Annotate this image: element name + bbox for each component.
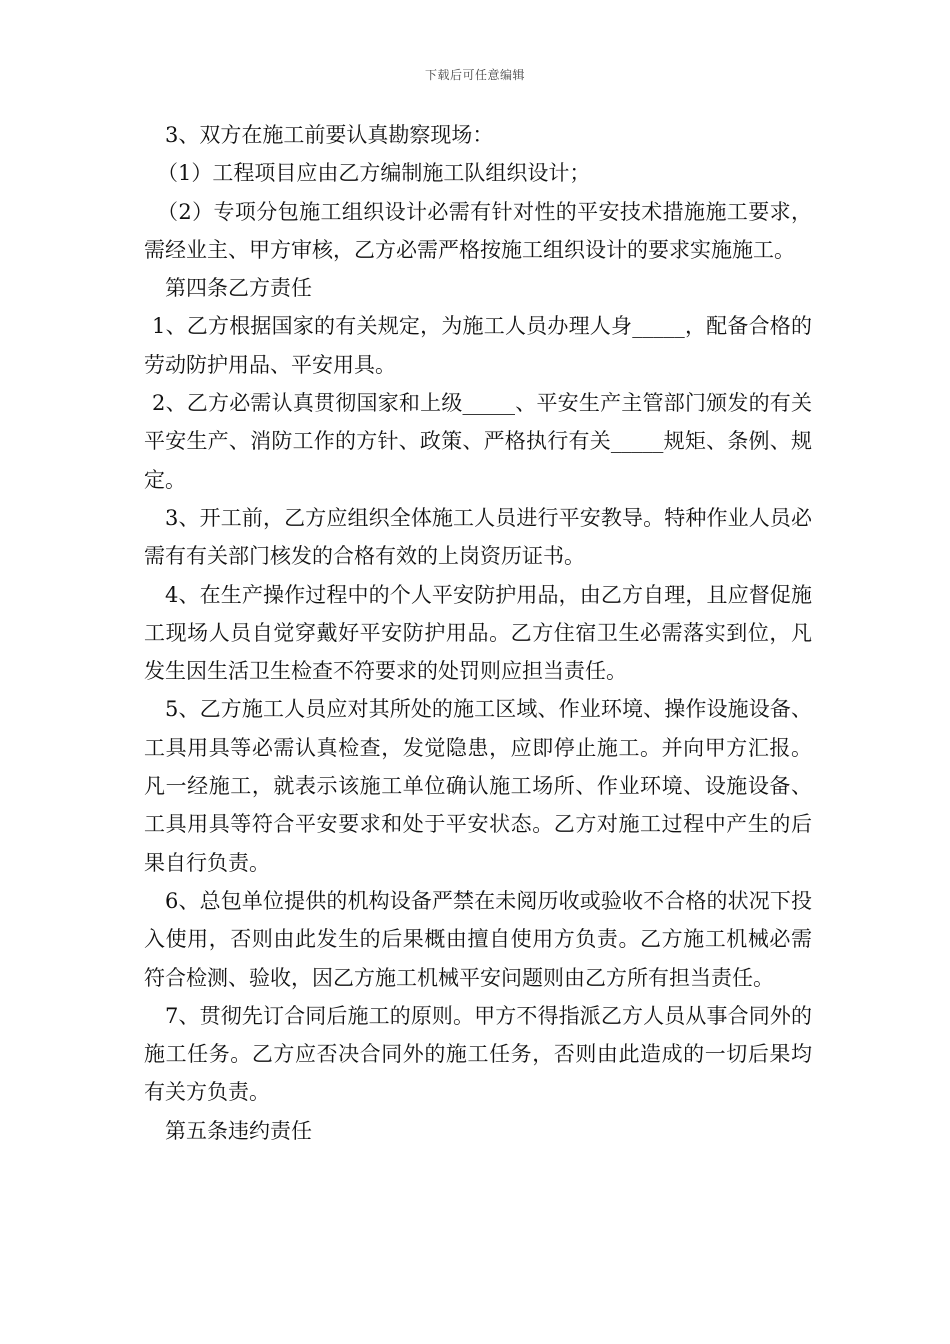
paragraph-clause-4: 4、在生产操作过程中的个人平安防护用品，由乙方自理，且应督促施工现场人员自觉穿戴好平安防护用品。乙方住宿卫生必需落实到位，凡发生因生活卫生检查不符要求的处罚则应担当责任。 <box>144 582 812 684</box>
document-body <box>144 116 812 1150</box>
page-header: 下载后可任意编辑 <box>424 68 525 82</box>
paragraph-clause-1: 1、乙方根据国家的有关规定，为施工人员办理人身_____，配备合格的劳动防护用品、平安用具。 <box>144 314 812 377</box>
paragraph-clause-3: 3、开工前，乙方应组织全体施工人员进行平安教导。特种作业人员必需有有关部门核发的合格有效的上岗资历证书。 <box>144 505 812 569</box>
paragraph-clause-7: 7、贯彻先订合同后施工的原则。甲方不得指派乙方人员从事合同外的施工任务。乙方应否决合同外的施工任务，否则由此造成的一切后果均有关方负责。 <box>144 1003 812 1105</box>
paragraph-clause-6: 6、总包单位提供的机构设备严禁在未阅历收或验收不合格的状况下投入使用，否则由此发生的后果概由擅自使用方负责。乙方施工机械必需符合检测、验收，因乙方施工机械平安问题则由乙方所有担当责任。 <box>144 888 812 990</box>
paragraph-clause-2: 2、乙方必需认真贯彻国家和上级_____、平安生产主管部门颁发的有关平安生产、消防工作的方针、政策、严格执行有关_____规矩、条例、规定。 <box>144 391 812 492</box>
section-heading-article-4: 第四条乙方责任 <box>165 276 312 301</box>
paragraph-site-survey: 3、双方在施工前要认真勘察现场： <box>165 123 494 147</box>
paragraph-clause-5: 5、乙方施工人员应对其所处的施工区域、作业环境、操作设施设备、工具用具等必需认真检查，发觉隐患，应即停止施工。并向甲方汇报。凡一经施工，就表示该施工单位确认施工场所、作业环境、设施设备、工具用具等符合平安要求和处于平安状态。乙方对施工过程中产生的后果自行负责。 <box>144 697 812 875</box>
paragraph-item-1: （1）工程项目应由乙方编制施工队组织设计； <box>157 161 591 186</box>
section-heading-article-5: 第五条违约责任 <box>165 1118 312 1143</box>
paragraph-item-2: （2）专项分包施工组织设计必需有针对性的平安技术措施施工要求，需经业主、甲方审核，乙方必需严格按施工组织设计的要求实施施工。 <box>144 199 812 262</box>
